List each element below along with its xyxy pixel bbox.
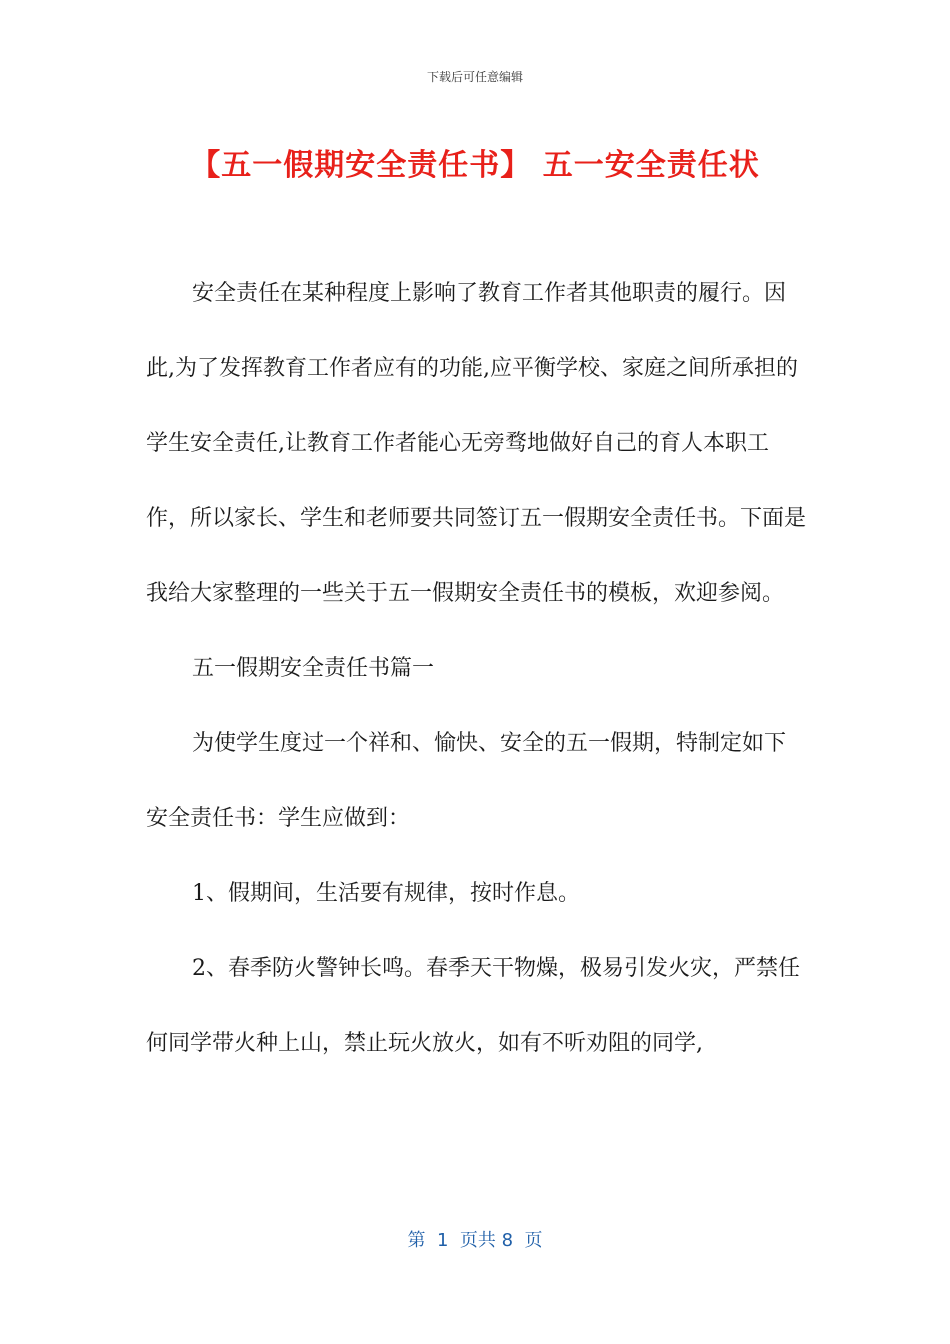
paragraph-purpose: 为使学生度过一个祥和、愉快、安全的五一假期，特制定如下安全责任书：学生应做到：: [146, 731, 787, 831]
list-item-1: 1、假期间，生活要有规律，按时作息。: [192, 881, 580, 906]
header-note: 下载后可任意编辑: [426, 70, 523, 84]
paragraph-intro: 安全责任在某种程度上影响了教育工作者其他职责的履行。因此,为了发挥教育工作者应有的功能,应平衡学校、家庭之间所承担的学生安全责任,让教育工作者能心无旁骛地做好自己的育人本职工作，所以家长、学生和老师要共同签订五一假期安全责任书。下面是我给大家整理的一些关于五一假期安全责任书的模板，欢迎参阅。: [146, 281, 807, 606]
section-heading: 五一假期安全责任书篇一: [192, 656, 435, 681]
document-body: [146, 256, 806, 1081]
document-title: 【五一假期安全责任书】 五一安全责任状: [190, 148, 760, 183]
list-item-2: 2、春季防火警钟长鸣。春季天干物燥，极易引发火灾，严禁任何同学带火种上山，禁止玩火放火，如有不听劝阻的同学,: [146, 956, 800, 1056]
page-number: 第 1 页共 8 页: [407, 1230, 543, 1251]
